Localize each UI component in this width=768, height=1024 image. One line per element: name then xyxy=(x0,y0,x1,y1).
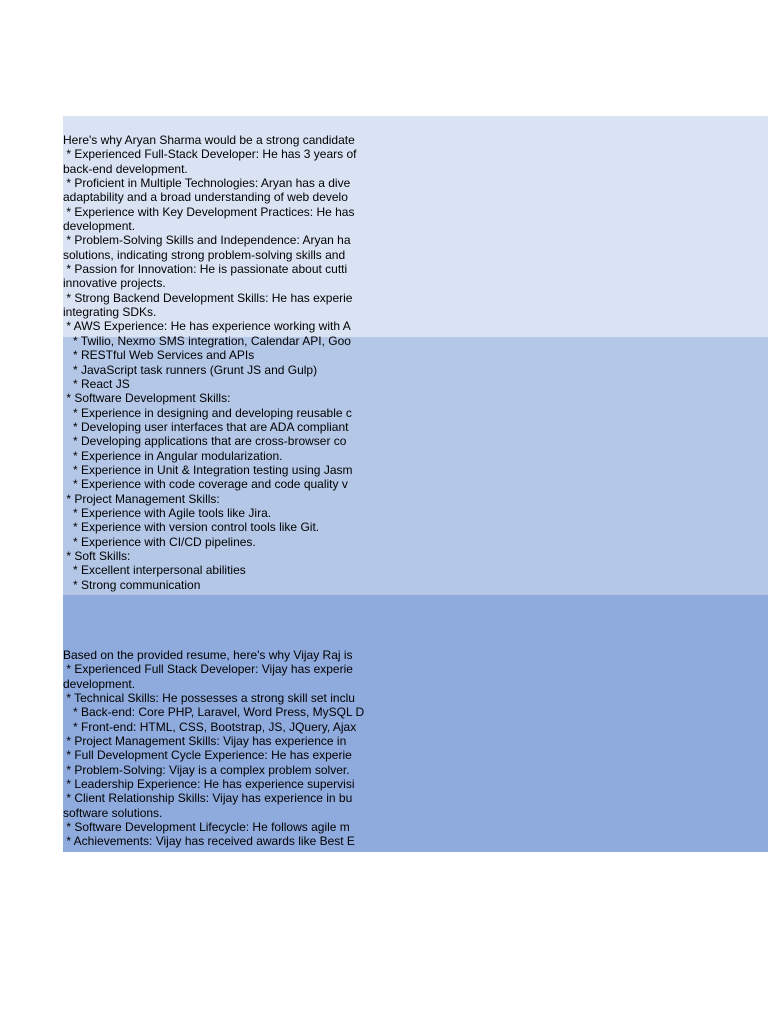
text-line: development. xyxy=(63,219,136,234)
text-line: * Experience with Agile tools like Jira. xyxy=(63,505,272,520)
text-line: * Project Management Skills: xyxy=(63,491,220,506)
text-line: adaptability and a broad understanding of web develo xyxy=(63,190,348,205)
text-line: * React JS xyxy=(63,376,130,391)
text-line: * Experienced Full-Stack Developer: He has 3 years of xyxy=(63,147,357,162)
text-line: * Software Development Lifecycle: He follows agile m xyxy=(63,820,350,835)
text-line: back-end development. xyxy=(63,161,188,176)
text-line: * Excellent interpersonal abilities xyxy=(63,563,246,578)
text-line: solutions, indicating strong problem-solving skills and xyxy=(63,247,346,262)
text-line: * Strong communication xyxy=(63,577,201,592)
text-line: * Soft Skills: xyxy=(63,548,131,563)
text-line: * Technical Skills: He possesses a strong skill set inclu xyxy=(63,691,355,706)
text-line: * Experience with Key Development Practices: He has xyxy=(63,204,355,219)
text-line: * Problem-Solving: Vijay is a complex problem solver. xyxy=(63,762,350,777)
text-line: * Experience in designing and developing reusable c xyxy=(63,405,352,420)
text-line: * Twilio, Nexmo SMS integration, Calendar API, Goo xyxy=(63,333,351,348)
text-line: * Client Relationship Skills: Vijay has experience in bu xyxy=(63,791,353,806)
text-line: * Experience with code coverage and code quality v xyxy=(63,477,348,492)
text-line: * Project Management Skills: Vijay has experience in xyxy=(63,734,347,749)
text-line: * Problem-Solving Skills and Independence: Aryan ha xyxy=(63,233,351,248)
text-line: Here's why Aryan Sharma would be a strong candidate xyxy=(63,133,355,147)
text-line: integrating SDKs. xyxy=(63,305,157,320)
text-line: * Experience with CI/CD pipelines. xyxy=(63,534,256,549)
text-line: Based on the provided resume, here's why Vijay Raj is xyxy=(63,648,353,662)
text-line: * Leadership Experience: He has experience supervisi xyxy=(63,777,355,792)
text-line: * RESTful Web Services and APIs xyxy=(63,348,255,363)
text-line: * Strong Backend Development Skills: He has experie xyxy=(63,290,353,305)
text-line: * AWS Experience: He has experience working with A xyxy=(63,319,351,334)
text-line: innovative projects. xyxy=(63,276,166,291)
text-line: * Experience with version control tools like Git. xyxy=(63,520,320,535)
candidate-summary-vijay-cell xyxy=(63,648,365,849)
text-line: * Developing applications that are cross-browser co xyxy=(63,434,347,449)
text-line: * Full Development Cycle Experience: He has experie xyxy=(63,748,352,763)
text-line: * Developing user interfaces that are ADA compliant xyxy=(63,419,349,434)
text-line: * Passion for Innovation: He is passionate about cutti xyxy=(63,262,348,277)
text-line: * Back-end: Core PHP, Laravel, Word Press, MySQL D xyxy=(63,705,365,720)
text-line: * JavaScript task runners (Grunt JS and Gulp) xyxy=(63,362,318,377)
text-line: * Experienced Full Stack Developer: Vijay has experie xyxy=(63,662,353,677)
text-line: * Achievements: Vijay has received awards like Best E xyxy=(63,834,355,849)
text-line: software solutions. xyxy=(63,805,163,820)
text-line: development. xyxy=(63,676,136,691)
text-line: * Proficient in Multiple Technologies: Aryan has a dive xyxy=(63,176,351,191)
text-line: * Experience in Unit & Integration testing using Jasm xyxy=(63,462,353,477)
text-line: * Experience in Angular modularization. xyxy=(63,448,283,463)
text-line: * Software Development Skills: xyxy=(63,391,231,406)
text-line: * Front-end: HTML, CSS, Bootstrap, JS, JQuery, Ajax xyxy=(63,719,357,734)
candidate-summary-aryan-cell xyxy=(63,133,365,592)
